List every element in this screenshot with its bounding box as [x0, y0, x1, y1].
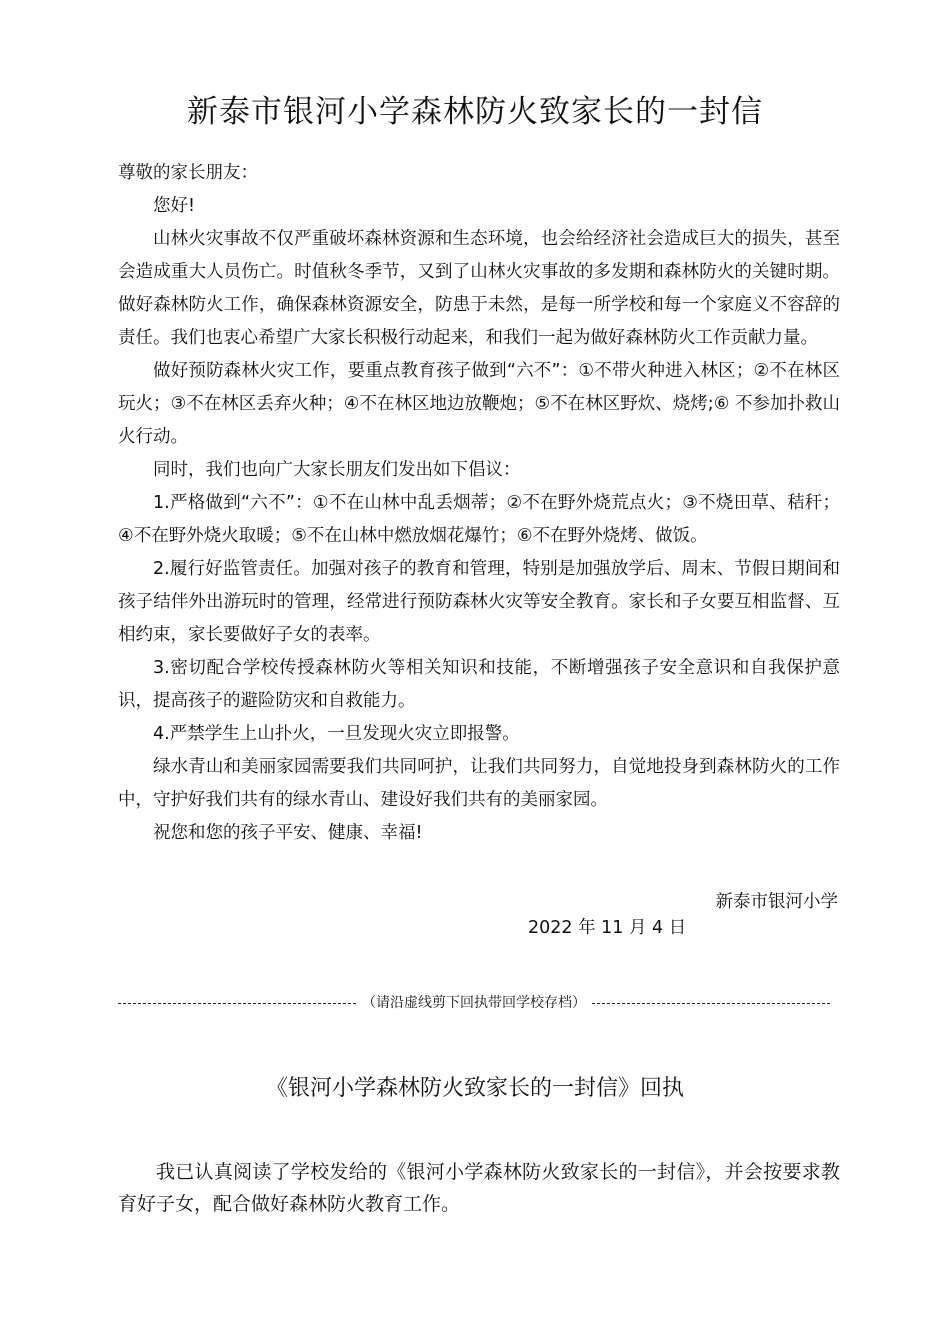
- letter-title: 新泰市银河小学森林防火致家长的一封信: [187, 94, 763, 130]
- proposal-item-1: 1.严格做到“六不”：①不在山林中乱丢烟蒂；②不在野外烧荒点火；③不烧田草、秸秆；④不在野外烧火取暖；⑤不在山林中燃放烟花爆竹；⑥不在野外烧烤、做饭。: [118, 493, 840, 546]
- proposal-item-4: 4.严禁学生上山扑火，一旦发现火灾立即报警。: [153, 724, 520, 744]
- signature-date: 2022 年 11 月 4 日: [528, 918, 687, 938]
- salutation: 尊敬的家长朋友：: [118, 163, 258, 183]
- letter-body: [118, 157, 840, 850]
- paragraph-six-rules-children: 做好预防森林火灾工作，要重点教育孩子做到“六不”：①不带火种进入林区；②不在林区玩火；③不在林区丢弃火种；④不在林区地边放鞭炮；⑤不在林区野炊、烧烤;⑥ 不参加扑救山火行动。: [118, 361, 840, 447]
- proposal-item-2: 2.履行好监管责任。加强对孩子的教育和管理，特别是加强放学后、周末、节假日期间和孩子结伴外出游玩时的管理，经常进行预防森林火灾等安全教育。家长和子女要互相监督、互相约束，家长要做好子女的表率。: [118, 559, 840, 645]
- dashed-line-left: [118, 1003, 356, 1004]
- paragraph-wishes: 祝您和您的孩子平安、健康、幸福!: [153, 823, 423, 843]
- cut-line-label: （请沿虚线剪下回执带回学校存档）: [362, 995, 586, 1011]
- signature-org: 新泰市银河小学: [715, 892, 838, 912]
- greeting: 您好!: [153, 196, 196, 216]
- receipt-body: 我已认真阅读了学校发给的《银河小学森林防火致家长的一封信》，并会按要求教育好子女，配合做好森林防火教育工作。: [118, 1161, 840, 1215]
- paragraph-proposal-intro: 同时，我们也向广大家长朋友们发出如下倡议：: [153, 460, 521, 480]
- cut-line: [118, 993, 830, 1013]
- receipt-title: 《银河小学森林防火致家长的一封信》回执: [265, 1076, 684, 1101]
- paragraph-closing: 绿水青山和美丽家园需要我们共同呵护，让我们共同努力，自觉地投身到森林防火的工作中，守护好我们共有的绿水青山、建设好我们共有的美丽家园。: [118, 757, 840, 810]
- paragraph-intro: 山林火灾事故不仅严重破坏森林资源和生态环境，也会给经济社会造成巨大的损失，甚至会造成重大人员伤亡。时值秋冬季节，又到了山林火灾事故的多发期和森林防火的关键时期。做好森林防火工作，确保森林资源安全，防患于未然，是每一所学校和每一个家庭义不容辞的责任。我们也衷心希望广大家长积极行动起来，和我们一起为做好森林防火工作贡献力量。: [118, 229, 840, 348]
- proposal-item-3: 3.密切配合学校传授森林防火等相关知识和技能，不断增强孩子安全意识和自我保护意识，提高孩子的避险防灾和自救能力。: [118, 658, 840, 711]
- dashed-line-right: [592, 1003, 830, 1004]
